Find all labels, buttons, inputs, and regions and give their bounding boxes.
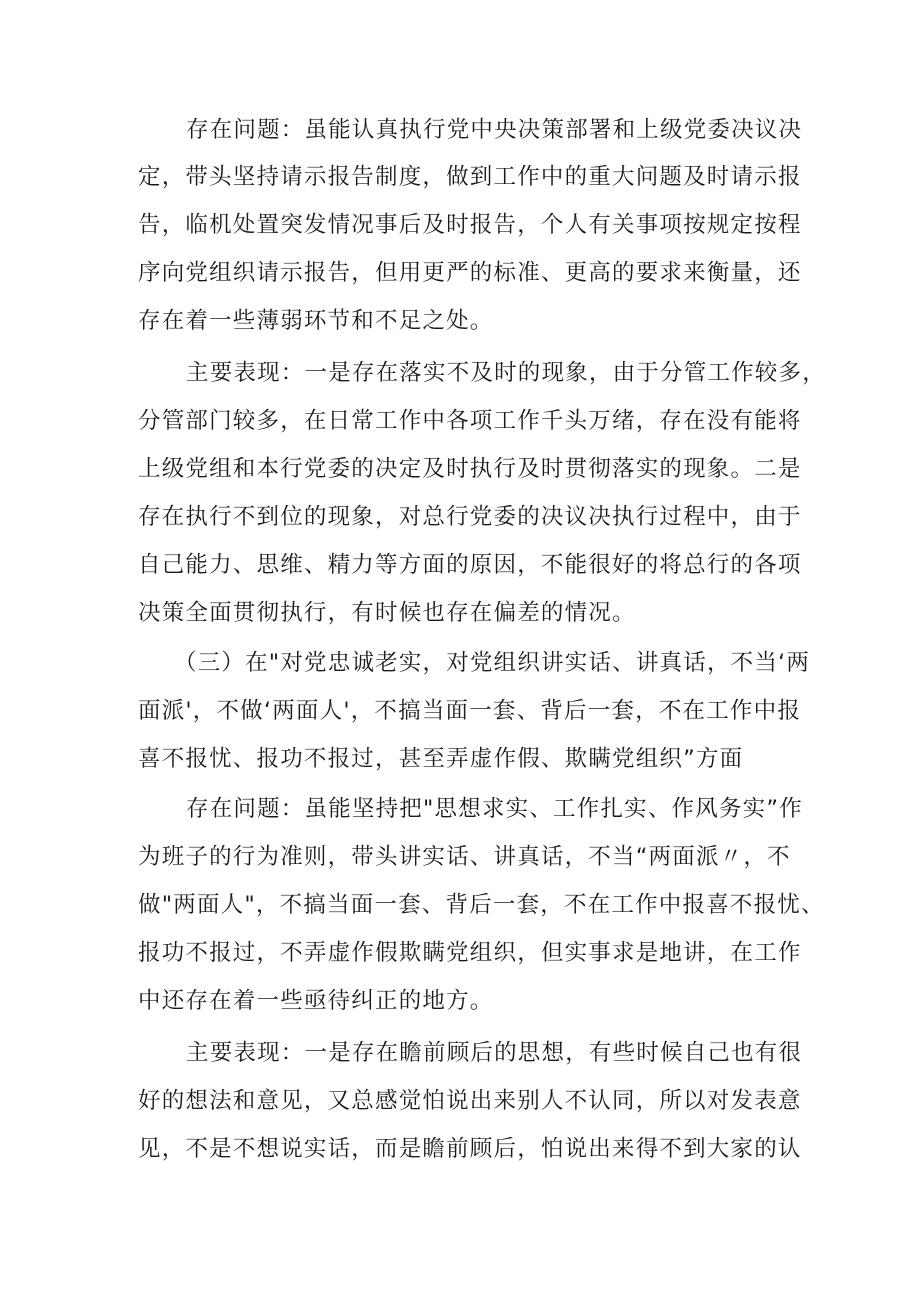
paragraph-5-line-2: 好的想法和意见，又总感觉怕说出来别人不认同，所以对发表意: [138, 1088, 802, 1114]
paragraph-2-line-2: 分管部门较多，在日常工作中各项工作千头万绪，存在没有能将: [138, 408, 802, 434]
paragraph-2-line-1: 主要表现：一是存在落实不及时的现象，由于分管工作较多，: [186, 360, 826, 386]
paragraph-1-line-3: 告，临机处置突发情况事后及时报告，个人有关事项按规定按程: [138, 212, 802, 238]
paragraph-4-line-1: 存在问题：虽能坚持把"思想求实、工作扎实、作风务实”作: [186, 796, 803, 822]
paragraph-2-line-3: 上级党组和本行党委的决定及时执行及时贯彻落实的现象。二是: [138, 456, 802, 482]
paragraph-2-line-4: 存在执行不到位的现象，对总行党委的决议决执行过程中，由于: [138, 504, 802, 530]
paragraph-1-line-4: 序向党组织请示报告，但用更严的标准、更高的要求来衡量，还: [138, 260, 802, 286]
paragraph-4-line-2: 为班子的行为准则，带头讲实话、讲真话，不当“两面派〃，不: [138, 844, 791, 870]
section-3-heading-line-1: （三）在"对党忠诚老实，对党组织讲实话、讲真话，不当‘两: [174, 650, 811, 676]
paragraph-4-line-5: 中还存在着一些亟待纠正的地方。: [138, 988, 494, 1014]
paragraph-4-line-4: 报功不报过，不弄虚作假欺瞒党组织，但实事求是地讲，在工作: [138, 940, 802, 966]
paragraph-5-line-1: 主要表现：一是存在瞻前顾后的思想，有些时候自己也有很: [186, 1040, 803, 1066]
paragraph-1-line-2: 定，带头坚持请示报告制度，做到工作中的重大问题及时请示报: [138, 164, 802, 190]
paragraph-2-line-6: 决策全面贯彻执行，有时候也存在偏差的情况。: [138, 600, 636, 626]
paragraph-1-line-1: 存在问题：虽能认真执行党中央决策部署和上级党委决议决: [186, 117, 803, 143]
paragraph-4-line-3: 做"两面人"，不搞当面一套、背后一套，不在工作中报喜不报忧、: [138, 892, 825, 918]
paragraph-5-line-3: 见，不是不想说实话，而是瞻前顾后，怕说出来得不到大家的认: [138, 1136, 802, 1162]
paragraph-2-line-5: 自己能力、思维、精力等方面的原因，不能很好的将总行的各项: [138, 552, 802, 578]
section-3-heading-line-3: 喜不报忧、报功不报过，甚至弄虚作假、欺瞒党组织”方面: [138, 746, 744, 772]
paragraph-1-line-5: 存在着一些薄弱环节和不足之处。: [138, 308, 494, 334]
section-3-heading-line-2: 面派'，不做‘两面人'，不搞当面一套、背后一套，不在工作中报: [138, 698, 802, 724]
